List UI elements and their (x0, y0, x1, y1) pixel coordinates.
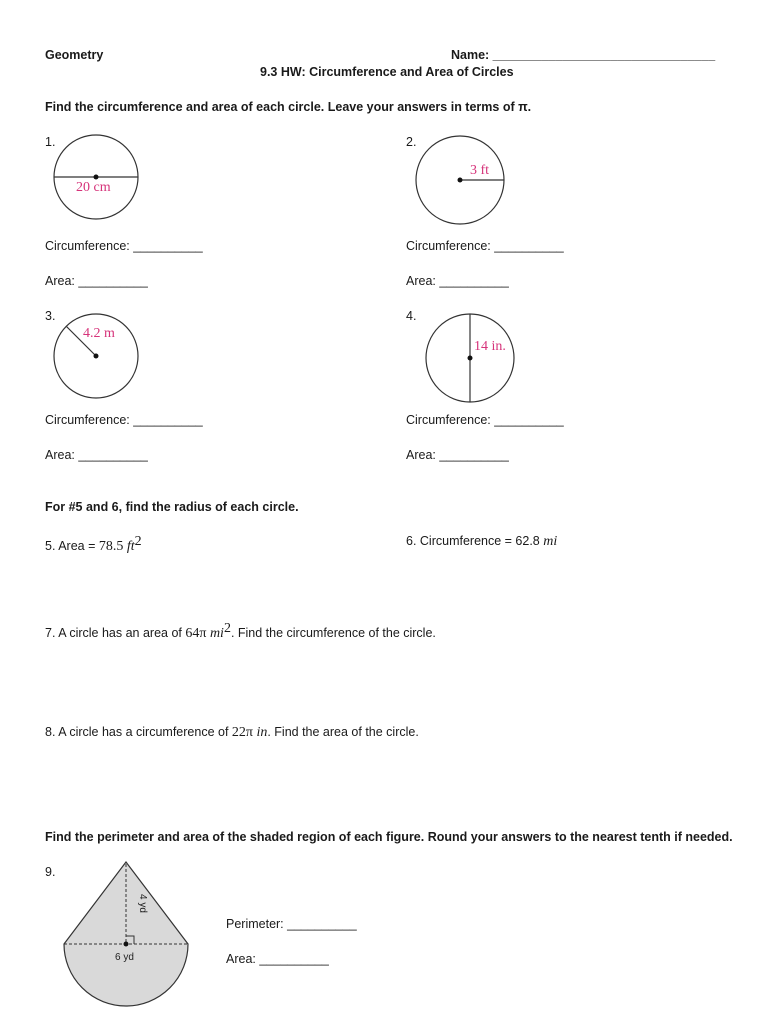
problem-3-area[interactable]: Area: __________ (45, 448, 148, 462)
problem-7-exponent: 2 (223, 621, 231, 636)
problem-4-area[interactable]: Area: __________ (406, 448, 509, 462)
problem-6 (406, 534, 557, 550)
problem-6-prefix: 6. Circumference = (406, 534, 516, 548)
problem-5-prefix: 5. Area = (45, 539, 99, 554)
problem-2-number: 2. (406, 135, 417, 149)
problem-7 (45, 621, 436, 642)
course-title: Geometry (45, 48, 104, 62)
section1-instruction: Find the circumference and area of each circle. Leave your answers in terms of π. (45, 100, 532, 114)
problem-9-height-label: 4 yd (137, 894, 148, 913)
problem-5 (45, 534, 142, 555)
problem-9-figure (60, 860, 195, 1020)
section2-instruction: For #5 and 6, find the radius of each circle. (45, 500, 299, 514)
problem-8 (45, 725, 419, 741)
problem-8-value: 22π (231, 725, 253, 740)
problem-7-value: 64π (185, 626, 207, 642)
problem-8-suffix: . Find the area of the circle. (267, 725, 419, 739)
problem-9-number: 9. (45, 865, 56, 879)
problem-9-area[interactable]: Area: __________ (226, 952, 329, 966)
assignment-title: 9.3 HW: Circumference and Area of Circles (260, 65, 514, 79)
problem-8-unit: in (256, 725, 268, 740)
problem-4-circumference[interactable]: Circumference: __________ (406, 413, 564, 427)
problem-5-exponent: 2 (134, 534, 142, 549)
problem-1-circumference[interactable]: Circumference: __________ (45, 239, 203, 253)
problem-3-radius-label: 4.2 m (83, 326, 115, 341)
problem-7-unit: mi (209, 626, 224, 642)
problem-6-unit: mi (543, 534, 558, 549)
problem-5-unit: ft (126, 539, 135, 555)
problem-2-circle (414, 134, 509, 229)
name-field[interactable]: Name: ________________________________ (451, 48, 716, 62)
problem-4-number: 4. (406, 309, 417, 323)
problem-8-prefix: 8. A circle has a circumference of (45, 725, 232, 739)
problem-2-area[interactable]: Area: __________ (406, 274, 509, 288)
problem-2-circumference[interactable]: Circumference: __________ (406, 239, 564, 253)
problem-6-value: 62.8 (515, 534, 540, 548)
problem-4-circle (424, 311, 519, 406)
problem-9-width-label: 6 yd (115, 952, 134, 963)
problem-2-radius-label: 3 ft (470, 163, 490, 178)
problem-1-diameter-label: 20 cm (76, 180, 111, 195)
problem-1-area[interactable]: Area: __________ (45, 274, 148, 288)
section3-instruction: Find the perimeter and area of the shaded region of each figure. Round your answers to the nearest tenth if needed. (45, 830, 733, 844)
problem-7-suffix: . Find the circumference of the circle. (230, 626, 436, 641)
problem-5-value: 78.5 (98, 539, 124, 555)
problem-9-perimeter[interactable]: Perimeter: __________ (226, 917, 357, 931)
problem-3-circumference[interactable]: Circumference: __________ (45, 413, 203, 427)
problem-7-prefix: 7. A circle has an area of (45, 626, 186, 641)
problem-3-number: 3. (45, 309, 56, 323)
problem-1-number: 1. (45, 135, 56, 149)
problem-4-diameter-label: 14 in. (474, 339, 506, 354)
